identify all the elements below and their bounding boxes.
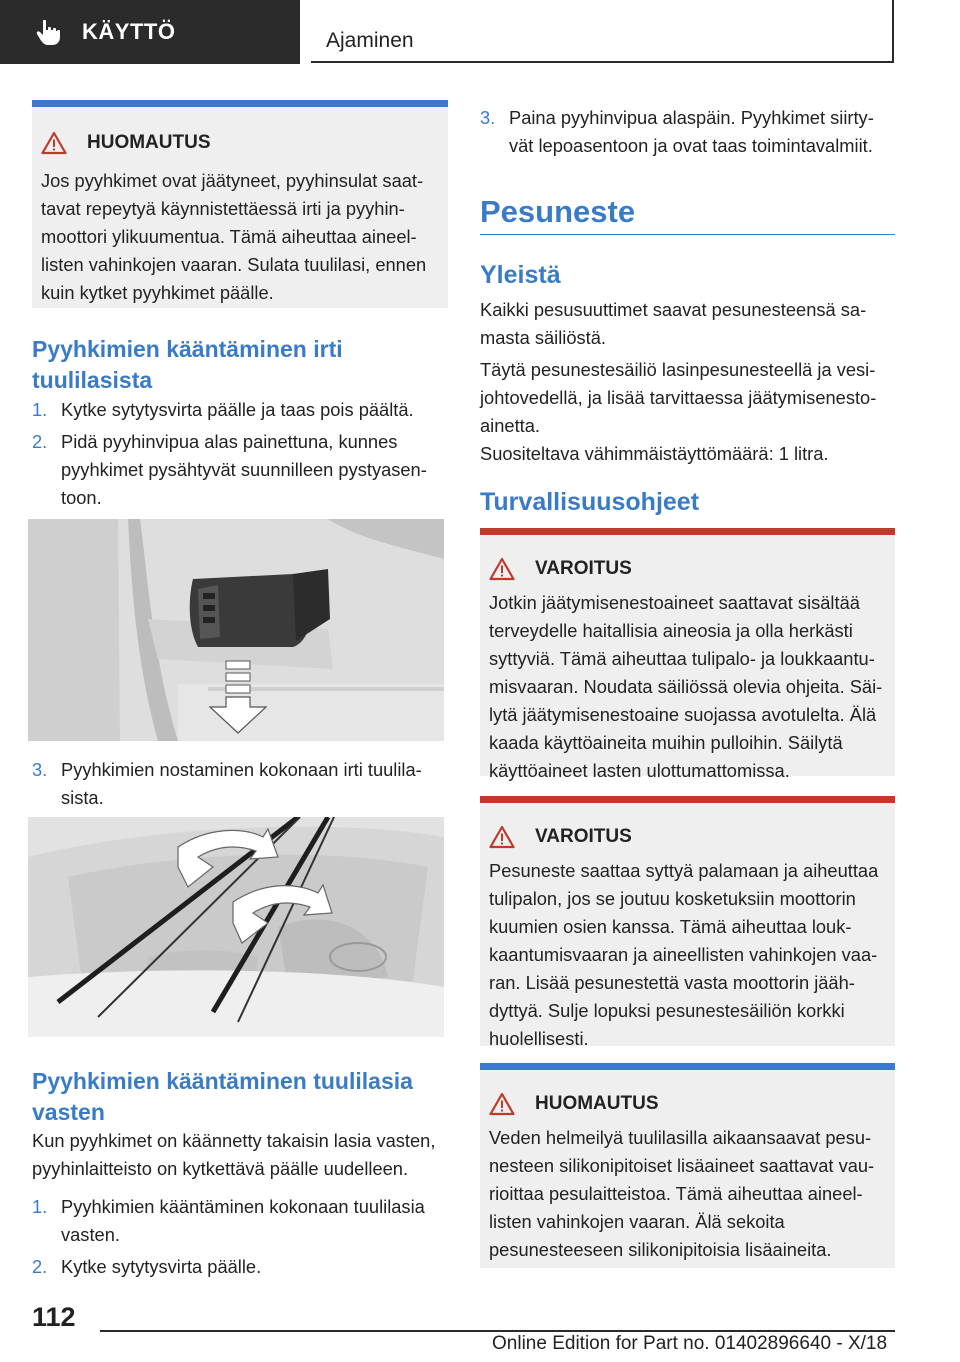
- text-line: Jos pyyhkimet ovat jäätyneet, pyyhinsulat saat-: [41, 170, 424, 191]
- heading-line: Pyyhkimien kääntäminen irti: [32, 336, 343, 362]
- notice-box: [480, 1063, 895, 1268]
- notice-title: HUOMAUTUS: [535, 1093, 659, 1114]
- paragraph: [480, 356, 900, 440]
- text-line: Pyyhkimien kääntäminen kokonaan tuulilasia: [61, 1196, 425, 1217]
- warning-header: [480, 535, 895, 583]
- section-heading: Pesuneste: [480, 194, 636, 229]
- text-line: dyttyä. Sulje lopuksi pesunestesäiliön korkki: [489, 1000, 845, 1021]
- paragraph: Suositeltava vähimmäistäyttömäärä: 1 litra.: [480, 443, 829, 464]
- text-line: masta säiliöstä.: [480, 327, 606, 348]
- text-line: vasten.: [61, 1224, 120, 1245]
- heading-line: Pyyhkimien kääntäminen tuulilasia: [32, 1068, 413, 1094]
- text-line: Täytä pesunestesäiliö lasinpesunesteellä ja vesi-: [480, 359, 876, 380]
- heading-wipers-down: [32, 1066, 448, 1128]
- text-line: Kytke sytytysvirta päälle.: [61, 1256, 262, 1277]
- paragraph: [480, 296, 900, 352]
- chapter-header: [311, 0, 894, 63]
- text-line: pesunesteeseen silikonipitoisia lisäaineita.: [489, 1239, 832, 1260]
- text-line: Kun pyyhkimet on käännetty takaisin lasia vasten,: [32, 1130, 436, 1151]
- step-number: 3.: [32, 759, 48, 780]
- text-line: Veden helmeilyä tuulilasilla aikaansaavat pesu-: [489, 1127, 872, 1148]
- wipers-lifted-illustration: [28, 817, 444, 1037]
- text-line: Jotkin jäätymisenestoaineet saattavat sisältää: [489, 592, 860, 613]
- warning-triangle-icon: [489, 825, 515, 849]
- chapter-title: Ajaminen: [326, 29, 414, 52]
- warning-triangle-icon: [489, 557, 515, 581]
- footer-edition: Online Edition for Part no. 01402896640 - X/18: [492, 1333, 888, 1354]
- left-column: [32, 100, 448, 508]
- warning-triangle-icon: [489, 1092, 515, 1116]
- warning-title: VAROITUS: [535, 558, 632, 579]
- text-line: nesteen silikonipitoiset lisäaineet saattavat vau-: [489, 1155, 875, 1176]
- section-title: KÄYTTÖ: [82, 19, 176, 44]
- warning-triangle-icon: [41, 131, 67, 155]
- wipers-lifted-figure: [28, 817, 444, 1037]
- warning-header: [480, 803, 895, 851]
- text-line: listen vahinkojen vaaran. Sulata tuulilasi, ennen: [41, 254, 427, 275]
- heading-line: tuulilasista: [32, 367, 153, 393]
- notice-header: [32, 107, 448, 157]
- text-line: johtovedellä, ja lisää tarvittaessa jäätymisenesto-: [480, 387, 877, 408]
- notice-bar: [32, 100, 448, 107]
- hand-pointer-icon: [34, 17, 64, 47]
- text-line: toon.: [61, 487, 102, 508]
- text-line: moottori ylikuumentua. Tämä aiheuttaa aineel-: [41, 226, 417, 247]
- text-line: kaantumisvaaran ja aineellisten vahinkojen vaa-: [489, 944, 878, 965]
- warning-bar: [480, 796, 895, 803]
- text-line: syttyviä. Tämä aiheuttaa tulipalo- ja loukkaantu-: [489, 648, 875, 669]
- text-line: Paina pyyhinvipua alaspäin. Pyyhkimet siirty-: [509, 107, 874, 128]
- text-line: kaada käyttöaineita muihin pulloihin. Säilytä: [489, 732, 843, 753]
- notice-title: HUOMAUTUS: [87, 132, 211, 153]
- section-tab: [0, 0, 300, 64]
- footer-rule: [100, 1330, 895, 1332]
- list-item: [32, 1193, 448, 1249]
- steps-list: [32, 1193, 448, 1281]
- paragraph: [32, 1127, 452, 1183]
- text-line: sista.: [61, 787, 104, 808]
- step-number: 1.: [32, 399, 48, 420]
- list-item: [480, 104, 925, 160]
- warning-text: [480, 851, 895, 1053]
- step-number: 3.: [480, 107, 496, 128]
- wiper-stalk-illustration: [28, 519, 444, 741]
- warning-text: [480, 583, 895, 785]
- text-line: pyyhkimet pysähtyvät suunnilleen pystyasen-: [61, 459, 427, 480]
- text-line: rioittaa pesulaitteistoa. Tämä aiheuttaa aineel-: [489, 1183, 863, 1204]
- warning-bar: [480, 528, 895, 535]
- text-line: lytä jäätymisenestoaine suojassa avotulelta. Älä: [489, 704, 877, 725]
- text-line: terveydelle haitallisia aineosia ja olla herkästi: [489, 620, 853, 641]
- list-item: [32, 396, 448, 424]
- text-line: ran. Lisää pesunestettä vasta moottorin jääh-: [489, 972, 855, 993]
- text-line: Kytke sytytysvirta päälle ja taas pois päältä.: [61, 399, 414, 420]
- list-item: [32, 756, 477, 812]
- notice-text: [480, 1118, 895, 1264]
- text-line: Pesuneste saattaa syttyä palamaan ja aiheuttaa: [489, 860, 879, 881]
- subheading-safety: Turvallisuusohjeet: [480, 488, 700, 516]
- text-line: kuin kytket pyyhkimet päälle.: [41, 282, 274, 303]
- steps-list: [32, 396, 448, 512]
- list-item: [32, 428, 448, 512]
- notice-text: [32, 157, 448, 307]
- text-line: Kaikki pesusuuttimet saavat pesunesteensä sa-: [480, 299, 867, 320]
- heading-line: vasten: [32, 1099, 105, 1125]
- text-line: listen vahinkojen vaaran. Älä sekoita: [489, 1211, 785, 1232]
- step-number: 2.: [32, 1256, 48, 1277]
- warning-box: [480, 796, 895, 1049]
- text-line: käyttöaineet lasten ulottumattomissa.: [489, 760, 790, 781]
- notice-box: [32, 100, 448, 308]
- text-line: Pidä pyyhinvipua alas painettuna, kunnes: [61, 431, 398, 452]
- page-number: 112: [32, 1302, 76, 1332]
- text-line: tulipalon, jos se joutuu kosketuksiin moottorin: [489, 888, 856, 909]
- text-line: kuumien osien kanssa. Tämä aiheuttaa louk-: [489, 916, 852, 937]
- text-line: tavat repeytyä käynnistettäessä irti ja pyyhin-: [41, 198, 405, 219]
- list-item: [32, 1253, 448, 1281]
- text-line: vät lepoasentoon ja ovat taas toimintavalmiit.: [509, 135, 873, 156]
- step-number: 1.: [32, 1196, 48, 1217]
- text-line: misvaaran. Noudata säiliössä olevia ohjeita. Säi-: [489, 676, 883, 697]
- heading-wipers-up: [32, 334, 448, 396]
- text-line: ainetta.: [480, 415, 540, 436]
- wiper-stalk-figure: [28, 519, 444, 741]
- step-number: 2.: [32, 431, 48, 452]
- warning-box: [480, 528, 895, 781]
- text-line: Pyyhkimien nostaminen kokonaan irti tuulila-: [61, 759, 422, 780]
- notice-bar: [480, 1063, 895, 1070]
- heading-rule: [480, 234, 895, 235]
- text-line: huolellisesti.: [489, 1028, 589, 1049]
- text-line: pyyhinlaitteisto on kytkettävä päälle uudelleen.: [32, 1158, 409, 1179]
- subheading-general: Yleistä: [480, 261, 561, 289]
- notice-header: [480, 1070, 895, 1118]
- warning-title: VAROITUS: [535, 826, 632, 847]
